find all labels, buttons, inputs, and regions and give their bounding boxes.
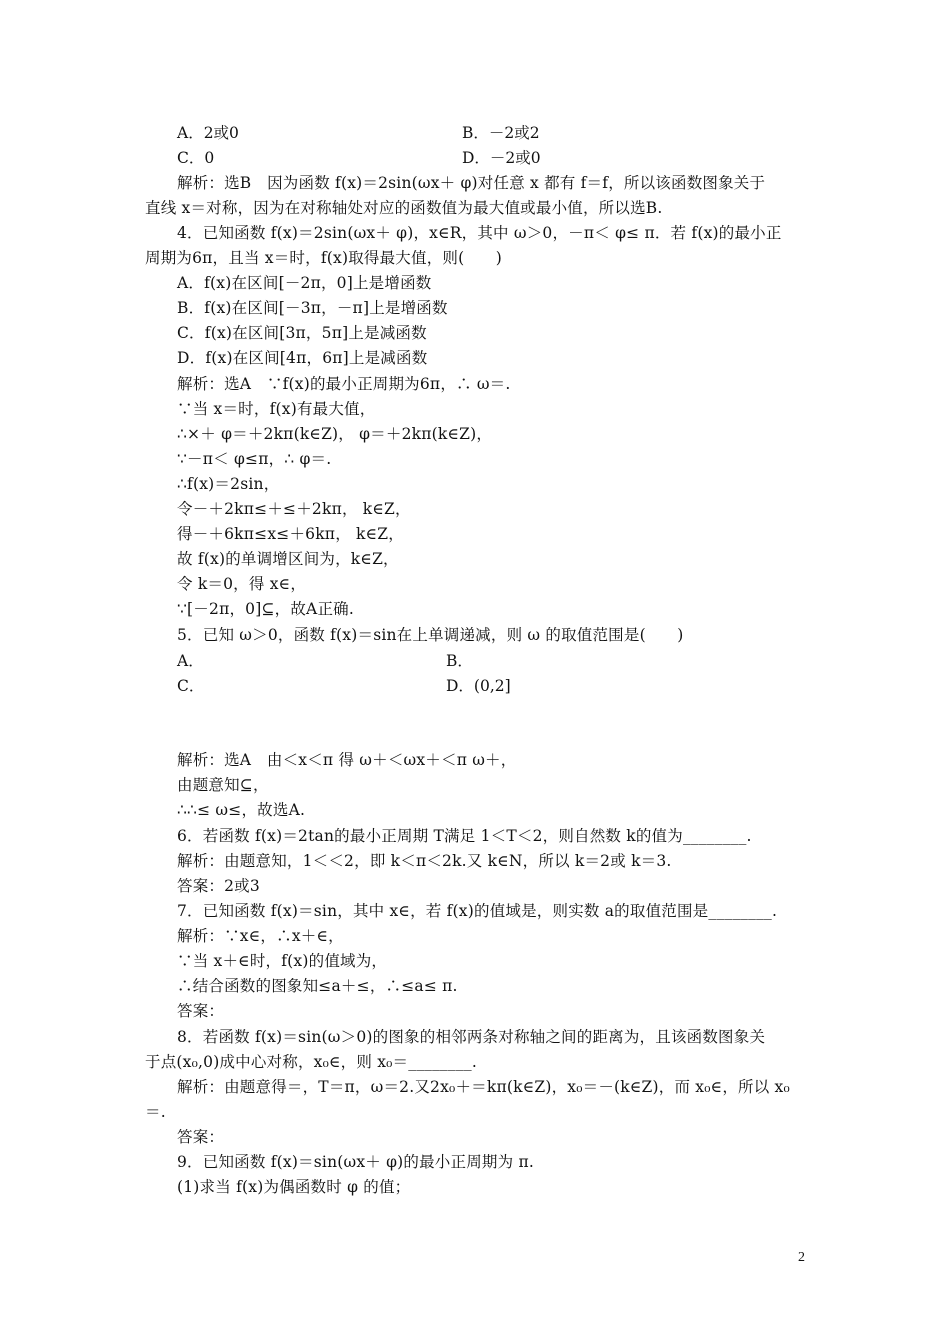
option-c: C．f(x)在区间[3π，5π]上是减函数: [177, 324, 427, 342]
text-line: ∵当 x＋∈时，f(x)的值域为，: [177, 952, 388, 970]
option-a: A．f(x)在区间[－2π，0]上是增函数: [177, 274, 432, 292]
text-line: ∵[－2π，0]⊆，故A正确.: [177, 600, 354, 618]
text-line: 故 f(x)的单调增区间为，k∈Z，: [177, 550, 399, 568]
option-c: C．0: [177, 149, 215, 167]
text-line: 解析：由题意得＝，T＝π，ω＝2.又2x₀＋＝kπ(k∈Z)，x₀＝－(k∈Z)，而 x₀∈，所以 x₀: [177, 1078, 790, 1096]
option-b: B．－2或2: [462, 124, 540, 142]
answer-6: 答案：2或3: [177, 877, 260, 895]
text-line: ∴∴≤ ω≤，故选A.: [177, 801, 306, 819]
text-line: ∴×＋ φ＝＋2kπ(k∈Z)， φ＝＋2kπ(k∈Z)，: [177, 425, 493, 443]
option-c: C．: [177, 677, 205, 695]
option-b: B．: [446, 652, 473, 670]
question-4: 4．已知函数 f(x)＝2sin(ωx＋ φ)，x∈R，其中 ω＞0，－π＜ φ≤ π．若 f(x)的最小正: [177, 224, 782, 242]
question-8: 8．若函数 f(x)＝sin(ω＞0)的图象的相邻两条对称轴之间的距离为，且该函数图象关: [177, 1028, 766, 1046]
text-line: 于点(x₀,0)成中心对称，x₀∈，则 x₀＝________.: [145, 1053, 477, 1071]
option-d: D．f(x)在区间[4π，6π]上是减函数: [177, 349, 428, 367]
text-line: ∵－π＜ φ≤π，∴ φ＝.: [177, 450, 332, 468]
option-a: A．2或0: [177, 124, 239, 142]
text-line: 解析：选B 因为函数 f(x)＝2sin(ωx＋ φ)对任意 x 都有 f＝f，所以该函数图象关于: [177, 174, 766, 192]
text-line: 解析：由题意知，1＜＜2，即 k＜π＜2k.又 k∈N，所以 k＝2或 k＝3.: [177, 852, 672, 870]
option-d: D．－2或0: [462, 149, 541, 167]
text-line: 解析：选A 由＜x＜π 得 ω＋＜ωx＋＜π ω＋，: [177, 751, 517, 769]
page-number: 2: [798, 1250, 805, 1265]
answer-7: 答案：: [177, 1002, 225, 1020]
text-line: 由题意知⊆，: [177, 776, 269, 794]
answer-8: 答案：: [177, 1128, 225, 1146]
text-line: ∴结合函数的图象知≤a＋≤，∴≤a≤ π.: [177, 977, 458, 995]
text-line: 周期为6π，且当 x＝时，f(x)取得最大值，则( ): [145, 249, 502, 267]
text-line: 直线 x＝对称，因为在对称轴处对应的函数值为最大值或最小值，所以选B.: [145, 199, 663, 217]
question-6: 6．若函数 f(x)＝2tan的最小正周期 T满足 1＜T＜2，则自然数 k的值为________.: [177, 827, 752, 845]
question-7: 7．已知函数 f(x)＝sin，其中 x∈，若 f(x)的值域是，则实数 a的取值范围是________.: [177, 902, 778, 920]
option-d: D．(0,2]: [446, 677, 511, 695]
text-line: ＝.: [145, 1103, 166, 1121]
option-b: B．f(x)在区间[－3π，－π]上是增函数: [177, 299, 448, 317]
question-9: 9．已知函数 f(x)＝sin(ωx＋ φ)的最小正周期为 π.: [177, 1153, 534, 1171]
text-line: ∴f(x)＝2sin，: [177, 475, 280, 493]
question-9-part-1: (1)求当 f(x)为偶函数时 φ 的值；: [177, 1178, 411, 1196]
option-a: A．: [177, 652, 204, 670]
text-line: 解析：∵x∈，∴x＋∈，: [177, 927, 344, 945]
text-line: 得－＋6kπ≤x≤＋6kπ， k∈Z，: [177, 525, 404, 543]
text-line: ∵当 x＝时，f(x)有最大值，: [177, 400, 376, 418]
question-5: 5．已知 ω＞0，函数 f(x)＝sin在上单调递减，则 ω 的取值范围是( ): [177, 626, 684, 644]
text-line: 解析：选A ∵f(x)的最小正周期为6π，∴ ω＝.: [177, 375, 511, 393]
text-line: 令－＋2kπ≤＋≤＋2kπ， k∈Z，: [177, 500, 411, 518]
text-line: 令 k＝0，得 x∈，: [177, 575, 307, 593]
